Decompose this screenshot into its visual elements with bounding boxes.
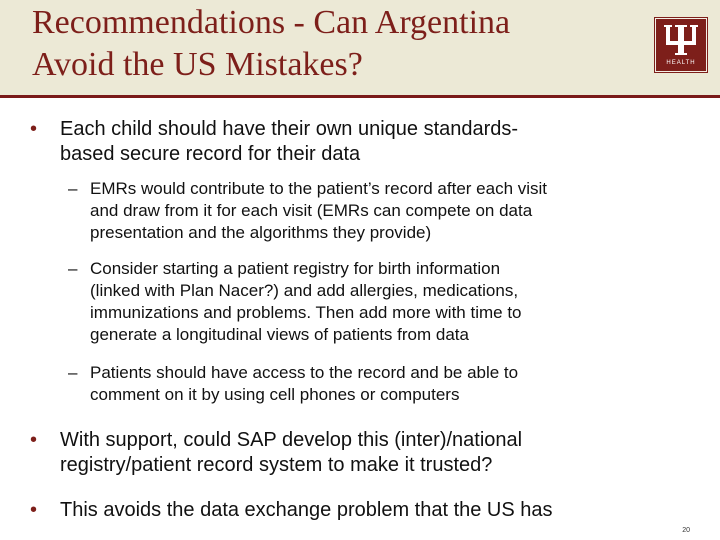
sub-bullet-item-2	[68, 258, 672, 346]
bullet-marker: •	[30, 499, 38, 521]
bullet-item-3	[30, 498, 700, 523]
sub-bullet-item-3	[68, 362, 672, 406]
sub-bullet-line: EMRs would contribute to the patient’s record after each visit	[90, 179, 548, 198]
sub-bullet-line: generate a longitudinal views of patients from data	[90, 325, 469, 344]
slide-title-line-1: Recommendations - Can Argentina	[32, 4, 511, 41]
bullet-marker: •	[30, 429, 38, 451]
sub-bullet-line: and draw from it for each visit (EMRs can compete on data	[90, 201, 533, 220]
bullet-line: With support, could SAP develop this (inter)/national	[60, 429, 523, 451]
sub-bullet-item-1	[68, 178, 672, 244]
sub-bullet-text	[90, 178, 672, 244]
bullet-text	[60, 428, 680, 478]
bullet-item-2	[30, 428, 680, 478]
sub-bullet-marker: –	[68, 363, 78, 382]
bullet-text	[60, 498, 700, 523]
bullet-line: This avoids the data exchange problem that the US has	[60, 499, 553, 521]
bullet-line: Each child should have their own unique standards-	[60, 118, 519, 140]
page-number: 20	[682, 527, 690, 534]
sub-bullet-line: (linked with Plan Nacer?) and add allergies, medications,	[90, 281, 519, 300]
bullet-item-1	[30, 117, 680, 167]
sub-bullet-text	[90, 258, 672, 346]
sub-bullet-line: presentation and the algorithms they provide)	[90, 223, 432, 242]
slide-title-line-2: Avoid the US Mistakes?	[32, 46, 363, 83]
bullet-text	[60, 117, 680, 167]
sub-bullet-text	[90, 362, 672, 406]
bullet-line: registry/patient record system to make it trusted?	[60, 454, 493, 476]
sub-bullet-line: comment on it by using cell phones or computers	[90, 385, 460, 404]
sub-bullet-line: Consider starting a patient registry for birth information	[90, 259, 501, 278]
sub-bullet-marker: –	[68, 259, 78, 278]
logo-caption: HEALTH	[666, 60, 696, 66]
sub-bullet-line: Patients should have access to the record and be able to	[90, 363, 519, 382]
bullet-line: based secure record for their data	[60, 143, 361, 165]
sub-bullet-line: immunizations and problems. Then add more with time to	[90, 303, 522, 322]
sub-bullet-marker: –	[68, 179, 78, 198]
bullet-marker: •	[30, 118, 38, 140]
